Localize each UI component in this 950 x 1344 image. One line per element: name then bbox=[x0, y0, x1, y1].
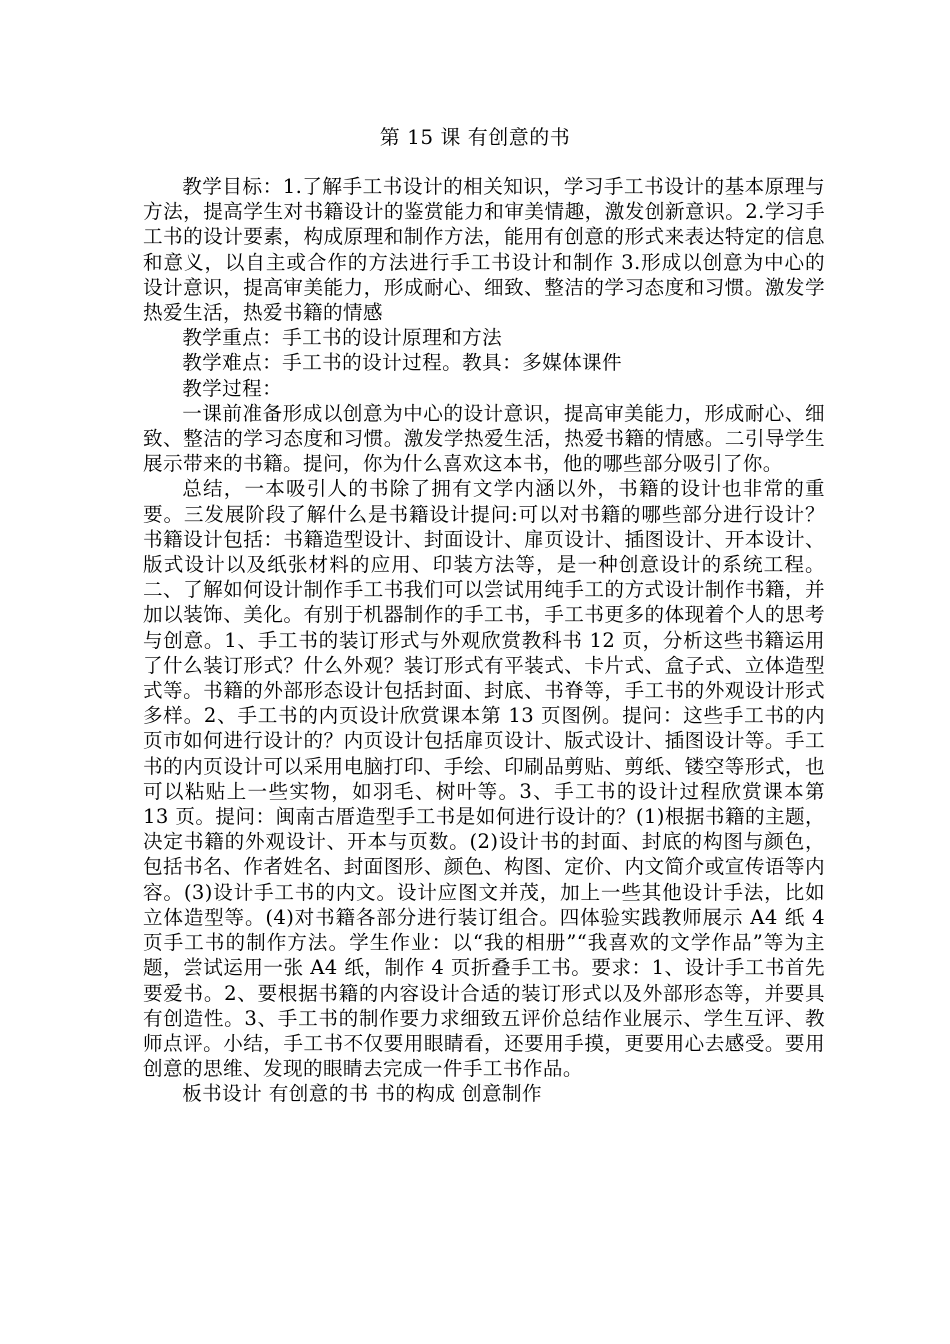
paragraph-board-design: 板书设计 有创意的书 书的构成 创意制作 bbox=[182, 1082, 542, 1106]
document-body bbox=[143, 174, 825, 1107]
paragraph-preparation: 一课前准备形成以创意为中心的设计意识，提高审美能力，形成耐心、细致、整洁的学习态度和习惯。激发学热爱生活，热爱书籍的情感。二引导学生展示带来的书籍。提问，你为什么喜欢这本书，他的哪些部分吸引了你。 bbox=[143, 401, 825, 476]
paragraph-difficulties: 教学难点：手工书的设计过程。教具：多媒体课件 bbox=[182, 351, 623, 375]
paragraph-objectives: 教学目标：1.了解手工书设计的相关知识，学习手工书设计的基本原理与方法，提高学生对书籍设计的鉴赏能力和审美情趣，激发创新意识。2.学习手工书的设计要素，构成原理和制作方法，能用有创意的形式来表达特定的信息和意义，以自主或合作的方法进行手工书设计和制作 3.形成以创意为中心的设计意识，提高审美能力，形成耐心、细致、整洁的学习态度和习惯。激发学热爱生活，热爱书籍的情感 bbox=[143, 175, 825, 325]
paragraph-key-points: 教学重点：手工书的设计原理和方法 bbox=[182, 326, 503, 350]
paragraph-summary: 总结，一本吸引人的书除了拥有文学内涵以外，书籍的设计也非常的重要。三发展阶段了解什么是书籍设计提问:可以对书籍的哪些部分进行设计？书籍设计包括：书籍造型设计、封面设计、扉页设计、插图设计、开本设计、版式设计以及纸张材料的应用、印装方法等，是一种创意设计的系统工程。二、了解如何设计制作手工书我们可以尝试用纯手工的方式设计制作书籍，并加以装饰、美化。有别于机器制作的手工书，手工书更多的体现着个人的思考与创意。1、手工书的装订形式与外观欣赏教科书 12 页，分析这些书籍运用了什么装订形式？什么外观？装订形式有平装式、卡片式、盒子式、立体造型式等。书籍的外部形态设计包括封面、封底、书脊等，手工书的外观设计形式多样。2、手工书的内页设计欣赏课本第 13 页图例。提问：这些手工书的内页市如何进行设计的？内页设计包括扉页设计、版式设计、插图设计等。手工书的内页设计可以采用电脑打印、手绘、印刷品剪贴、剪纸、镂空等形式，也可以粘贴上一些实物，如羽毛、树叶等。3、手工书的设计过程欣赏课本第 13 页。提问：闽南古厝造型手工书是如何进行设计的？(1)根据书籍的主题，决定书籍的外观设计、开本与页数。(2)设计书的封面、封底的构图与颜色，包括书名、作者姓名、封面图形、颜色、构图、定价、内文简介或宣传语等内容。(3)设计手工书的内文。设计应图文并茂，加上一些其他设计手法，比如立体造型等。(4)对书籍各部分进行装订组合。四体验实践教师展示 A4 纸 4 页手工书的制作方法。学生作业：以“我的相册”“我喜欢的文学作品”等为主题，尝试运用一张 A4 纸，制作 4 页折叠手工书。要求：1、设计手工书首先要爱书。2、要根据书籍的内容设计合适的装订形式以及外部形态等，并要具有创造性。3、手工书的制作要力求细致五评价总结作业展示、学生互评、教师点评。小结，手工书不仅要用眼睛看，还要用手摸，更要用心去感受。要用创意的思维、发现的眼睛去完成一件手工书作品。 bbox=[143, 477, 825, 1081]
paragraph-process-heading: 教学过程： bbox=[182, 376, 283, 400]
page-title: 第 15 课 有创意的书 bbox=[379, 125, 571, 149]
